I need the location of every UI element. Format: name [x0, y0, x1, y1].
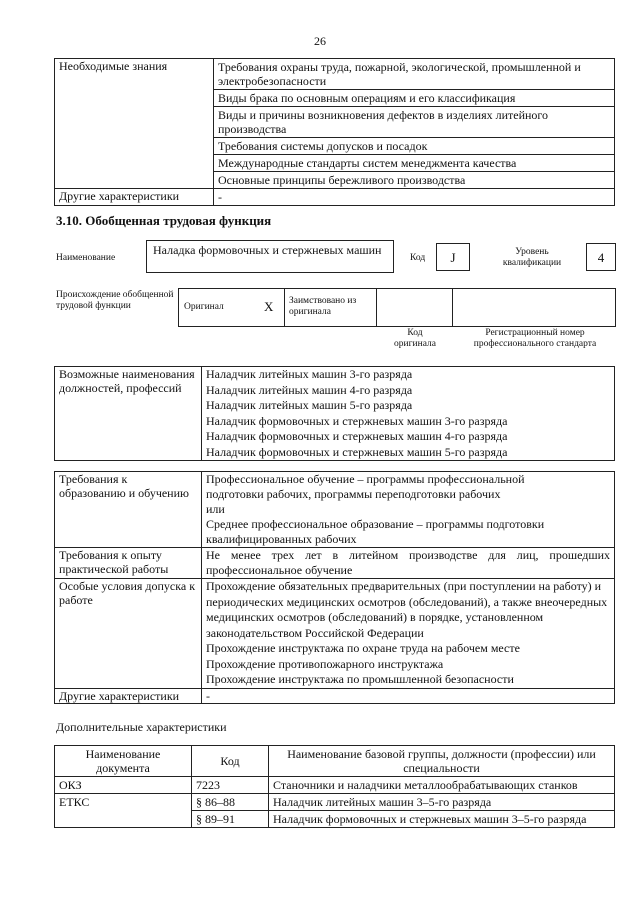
row-doc: ОКЗ — [55, 777, 192, 794]
experience-value: Не менее трех лет в литейном производстве для лиц, прошедших профессиональное обучение — [202, 548, 615, 579]
education-label: Требования к образованию и обучению — [55, 472, 202, 548]
position-item: Наладчик формовочных и стержневых машин 5-го разряда — [206, 444, 508, 459]
position-item: Наладчик литейных машин 4-го разряда — [206, 382, 413, 397]
position-item: Наладчик формовочных и стержневых машин 4-го разряда — [206, 429, 508, 443]
divider — [452, 288, 453, 327]
position-item: Наладчик литейных машин 3-го разряда — [206, 367, 413, 381]
row-name: Наладчик литейных машин 3–5-го разряда — [269, 794, 615, 811]
col-name-header: Наименование базовой группы, должности (профессии) или специальности — [269, 746, 615, 777]
knowledge-item: Виды брака по основным операциям и его классификация — [214, 90, 615, 107]
row-doc: ЕТКС — [55, 794, 192, 828]
knowledge-label: Необходимые знания — [55, 59, 214, 189]
special-label: Особые условия допуска к работе — [55, 579, 202, 689]
table-row — [55, 794, 615, 811]
level-label: Уровень квалификации — [502, 247, 562, 268]
row-code: § 86–88 — [192, 794, 269, 811]
divider — [284, 288, 285, 327]
special-item: Прохождение обязательных предварительных (при поступлении на работу) и периодических медицинских осмотров (обследований), а также внеочередных медицинских осмотров (обследований) в порядке, установленном законодательством Российской Федерации — [206, 579, 608, 640]
name-label: Наименование — [56, 253, 116, 263]
knowledge-other-value: - — [214, 189, 615, 206]
position-item: Наладчик литейных машин 5-го разряда — [206, 398, 413, 412]
divider — [376, 288, 377, 327]
special-item: Прохождение инструктажа по охране труда на рабочем месте — [206, 641, 520, 655]
table-row — [55, 777, 615, 794]
requirements-table — [54, 471, 615, 704]
origin-box — [178, 288, 616, 327]
education-line: Среднее профессиональное образование – программы подготовки — [206, 517, 545, 531]
position-item: Наладчик формовочных и стержневых машин 3-го разряда — [206, 413, 508, 428]
row-name: Станочники и наладчики металлообрабатывающих станков — [269, 777, 615, 794]
education-line: квалифицированных рабочих — [206, 532, 357, 546]
knowledge-item: Виды и причины возникновения дефектов в изделиях литейного производства — [214, 107, 615, 138]
row-code: § 89–91 — [192, 811, 269, 828]
row-name: Наладчик формовочных и стержневых машин 3–5-го разряда — [269, 811, 615, 828]
original-label: Оригинал — [184, 302, 224, 312]
knowledge-item: Требования системы допусков и посадок — [214, 138, 615, 155]
special-item: Прохождение противопожарного инструктажа — [206, 656, 444, 671]
code-value: J — [436, 243, 470, 271]
row-code: 7223 — [192, 777, 269, 794]
page-number: 26 — [314, 34, 326, 48]
requirements-other-value: - — [202, 688, 615, 703]
code-original-label: Код оригинала — [394, 328, 436, 349]
reg-number-label: Регистрационный номер профессионального стандарта — [473, 328, 597, 349]
knowledge-item: Основные принципы бережливого производства — [214, 172, 615, 189]
knowledge-table — [54, 58, 615, 206]
knowledge-item: Требования охраны труда, пожарной, экологической, промышленной и электробезопасности — [214, 59, 615, 90]
education-line: подготовки рабочих, программы переподготовки рабочих — [206, 487, 501, 501]
name-value: Наладка формовочных и стержневых машин — [146, 240, 394, 273]
positions-table — [54, 366, 615, 461]
requirements-other-label: Другие характеристики — [55, 688, 202, 703]
special-item: Прохождение инструктажа по промышленной безопасности — [206, 672, 514, 686]
borrowed-label: Заимствовано из оригинала — [289, 296, 357, 317]
knowledge-item: Международные стандарты систем менеджмента качества — [214, 155, 615, 172]
level-value: 4 — [586, 243, 616, 271]
col-doc-header: Наименование документа — [55, 746, 192, 777]
knowledge-other-label: Другие характеристики — [55, 189, 214, 206]
section-title: 3.10. Обобщенная трудовая функция — [56, 213, 272, 228]
additional-table — [54, 745, 615, 828]
positions-label: Возможные наименования должностей, профессий — [55, 367, 202, 461]
col-code-header: Код — [192, 746, 269, 777]
experience-label: Требования к опыту практической работы — [55, 548, 202, 579]
code-label: Код — [410, 253, 426, 263]
education-line: или — [206, 502, 225, 516]
education-line: Профессиональное обучение – программы профессиональной — [206, 472, 525, 486]
origin-label: Происхождение обобщенной трудовой функции — [56, 290, 174, 311]
original-mark: X — [264, 299, 274, 314]
additional-title: Дополнительные характеристики — [56, 720, 227, 734]
